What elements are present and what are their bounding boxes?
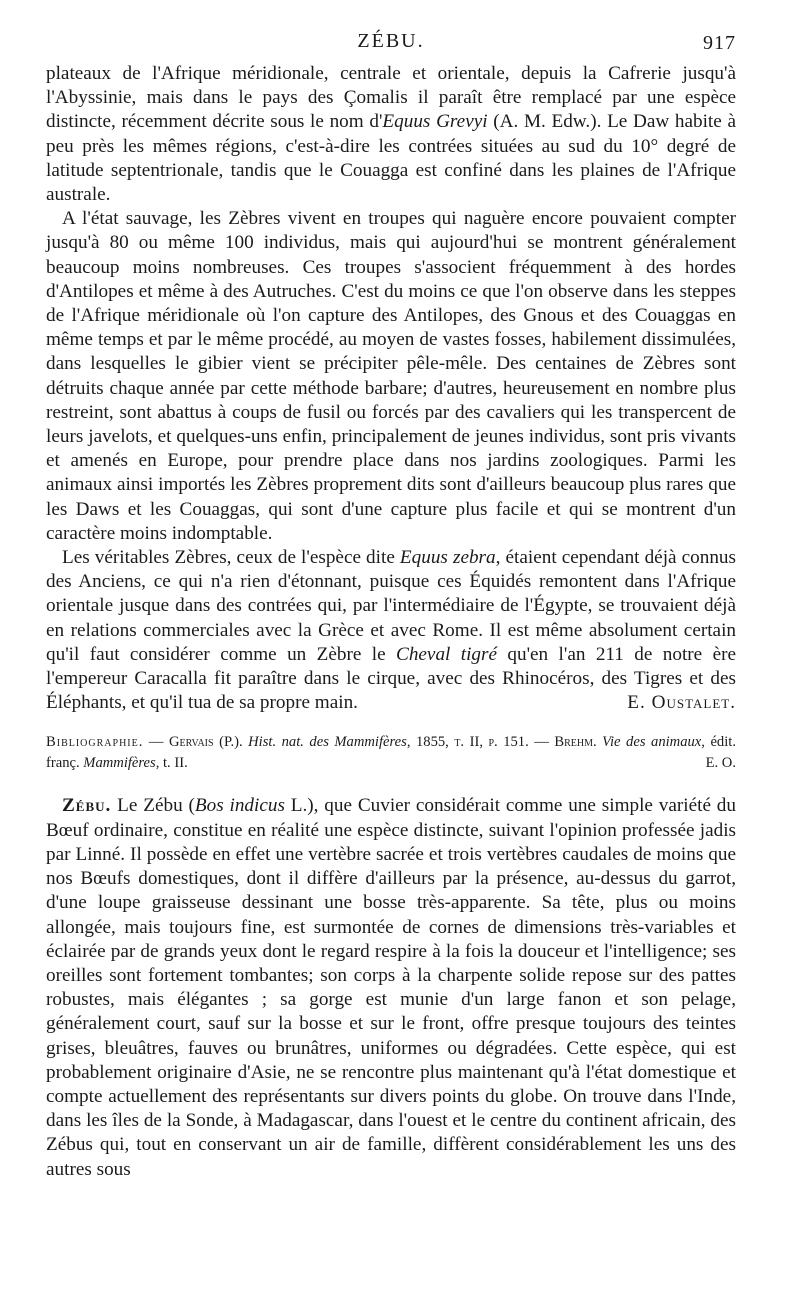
paragraph-zebre-habits: A l'état sauvage, les Zèbres vivent en troupes qui naguère encore pouvaient compter jusqu'à 80 ou même 100 individus, mais qui aujourd'hui se montrent généralement beaucoup moins nombreuses. Ces troupes s'associent fréquemment à des hordes d'Antilopes et même à des Autruches. C'est du moins ce que l'on observe dans les steppes de l'Afrique méridionale où l'on capture des Antilopes, des Gnous et des Couaggas en même temps et par le même procédé, au moyen de vastes fosses, habilement dissimulées, dans lesquelles le gibier vient se précipiter pêle-mêle. Des centaines de Zèbres sont détruits chaque année par cette méthode barbare; d'autres, heureusement en nombre plus restreint, sont abattus à coups de fusil ou forcés par des cavaliers qui les transpercent de leurs javelots, et quelques-uns enfin, principalement de jeunes individus, sont pris vivants et amenés en Europe, pour prendre place dans nos jardins zoologiques. Parmi les animaux ainsi importés les Zèbres proprement dits sont d'ailleurs beaucoup plus rares que les Daws et les Couaggas, qui sont d'une capture plus facile et qui se montrent d'un caractère moins indomptable. [46,208,736,544]
page-header [46,28,736,58]
species-name: Equus Grevyi [382,111,488,133]
paragraph-zebre-range: plateaux de l'Afrique méridionale, centrale et orientale, depuis la Cafrerie jusqu'à l'Abyssinie, mais dans le pays des Çomalis il paraît être remplacé par une espèce distincte, récemment décrite sous le nom d'Equus Grevyi (A. M. Edw.). Le Daw habite à peu près les mêmes régions, c'est-à-dire les contrées situées au sud du 10° degré de latitude septentrionale, tandis que le Couagga est confiné dans les plaines de l'Afrique australe. [46,63,736,206]
species-name: Bos indicus [194,795,285,817]
paragraph-zebu-entry: Zébu. Le Zébu (Bos indicus L.), que Cuvier considérait comme une simple variété du Bœuf ordinaire, constitue en réalité une espèce distincte, suivant l'opinion professée jadis par Linné. Il possède en effet une vertèbre sacrée et trois vertèbres caudales de moins que nos Bœufs domestiques, dont il diffère d'ailleurs par la présence, au-dessus du garrot, d'une loupe graisseuse dessinant une bosse très-apparente. Sa tête, plus ou moins allongée, mais toujours fine, est surmontée de cornes de dimensions très-variables et éclairée par de grands yeux dont le regard respire à la fois la douceur et l'intelligence; ses oreilles sont fortement tombantes; son corps à la charpente solide repose sur des pattes robustes, mais élégantes ; sa gorge est munie d'un large fanon et son pelage, généralement court, sauf sur la bosse et sur le front, offre presque toujours des teintes grises, bleuâtres, fauves ou brunâtres, uniformes ou dégradées. Cette espèce, qui est probablement originaire d'Asie, ne se rencontre plus maintenant qu'à l'état domestique et compte actuellement des représentants sur divers points du globe. On trouve dans l'Inde, dans les îles de la Sonde, à Madagascar, dans l'ouest et le centre du continent africain, des Zébus qui, tout en conservant un air de famille, diffèrent considérablement les uns des autres sous [46,795,736,1180]
article-author: E. Oustalet. [627,692,736,714]
page-number: 917 [703,32,736,54]
bibliography: Bibliographie. — Gervais (P.). Hist. nat. des Mammifères, 1855, t. II, p. 151. — Brehm. Vie des animaux, édit. franç. Mammifères, t. II. E. O. [46,732,736,774]
cheval-tigre-term: Cheval tigré [396,643,497,665]
running-title: ZÉBU. [357,30,425,52]
species-name: Equus zebra [399,547,496,569]
paragraph-zebre-history: Les véritables Zèbres, ceux de l'espèce dite Equus zebra, étaient cependant déjà connus des Anciens, ce qui n'a rien d'étonnant, puisque ces Équidés remontent dans l'Afrique orientale jusque dans des contrées qui, par l'intermédiaire de l'Égypte, se trouvaient déjà en relations commerciales avec la Grèce et avec Rome. Il est même absolument certain qu'il faut considérer comme un Zèbre le Cheval tigré qu'en l'an 211 de notre ère l'empereur Caracalla fit paraître dans le cirque, avec des Rhinocéros, des Tigres et des Éléphants, et qu'il tua de sa propre main. E. Oustalet. [46,546,736,715]
bibliography-label: Bibliographie. [46,734,144,751]
bibliography-initials: E. O. [705,755,736,772]
entry-headword: Zébu. [62,795,112,817]
body-text [46,62,736,1182]
